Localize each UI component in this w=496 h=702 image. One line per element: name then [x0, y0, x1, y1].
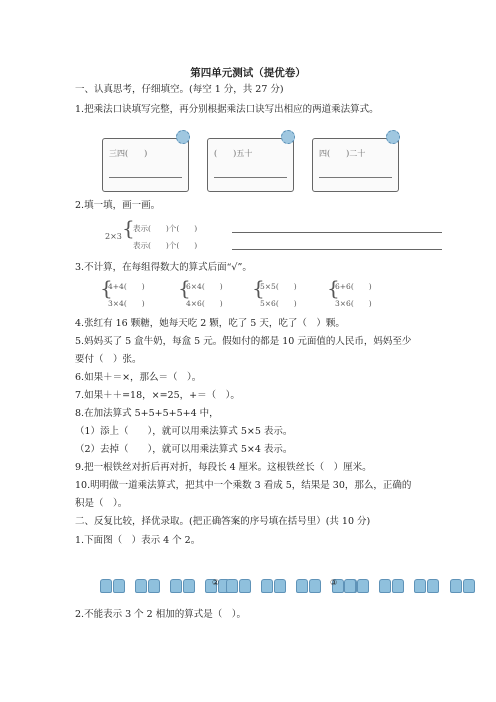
multiplication-card	[102, 138, 189, 192]
fruit-icon	[357, 579, 369, 593]
fruit-icon	[344, 579, 356, 593]
drawing-line	[232, 249, 442, 250]
question-8: 8.在加法算式 5+5+5+5+4 中，	[75, 408, 219, 419]
brace-icon: {	[122, 216, 135, 240]
fruit-icon	[379, 579, 391, 593]
option-label: ②	[212, 578, 220, 587]
brace-icon: {	[327, 276, 340, 300]
section-2-heading: 二、反复比较，择优录取。(把正确答案的序号填在括号里）(共 10 分)	[75, 516, 371, 527]
fill-line-2: 表示( )个( )	[133, 241, 198, 250]
page-title: 第四单元测试（提优卷）	[190, 67, 306, 79]
expression: 4+4( )	[108, 282, 145, 291]
fruit-icon	[170, 579, 182, 593]
fruit-icon	[450, 579, 462, 593]
question-8-part-2: （2）去掉（ ），就可以用乘法算式 5×4 表示。	[75, 444, 293, 455]
brace-icon: {	[178, 276, 191, 300]
fruit-icon	[135, 579, 147, 593]
fruit-icon	[427, 579, 439, 593]
answer-line	[319, 177, 392, 178]
gear-icon	[386, 130, 400, 144]
multiplication-card	[207, 138, 294, 192]
fruit-icon	[392, 579, 404, 593]
fruit-icon	[100, 579, 112, 593]
question-6: 6.如果＋＝×，那么＝（ ）。	[75, 372, 202, 383]
expression: 6+6( )	[335, 282, 372, 291]
expression: 5×5( )	[260, 282, 297, 291]
fruit-icon	[226, 579, 238, 593]
drawing-line	[232, 232, 442, 233]
question-9: 9.把一根铁丝对折后再对折，每段长 4 厘米。这根铁丝长（ ）厘米。	[75, 462, 372, 473]
section-2-question-2: 2.不能表示 3 个 2 相加的算式是（ ）。	[75, 609, 246, 620]
option-group-3	[330, 578, 476, 594]
question-4: 4.张红有 16 颗糖，她每天吃 2 颗，吃了 5 天，吃了（ ）颗。	[75, 318, 345, 329]
fill-line-1: 表示( )个( )	[133, 224, 198, 233]
fruit-icon	[463, 579, 475, 593]
expression: 4×6( )	[186, 299, 223, 308]
gear-icon	[176, 130, 190, 144]
expression: 3×6( )	[335, 299, 372, 308]
answer-line	[109, 177, 182, 178]
question-5-cont: 要付（ ）张。	[75, 354, 142, 365]
brace-icon: {	[100, 276, 113, 300]
expression: 6×4( )	[186, 282, 223, 291]
question-10-cont: 积是（ ）。	[75, 498, 128, 509]
gear-icon	[281, 130, 295, 144]
option-label: ③	[330, 578, 338, 587]
question-2: 2.填一填，画一画。	[75, 200, 161, 211]
expression: 3×4( )	[108, 299, 145, 308]
fruit-icon	[274, 579, 286, 593]
fruit-icon	[296, 579, 308, 593]
fruit-icon	[148, 579, 160, 593]
question-10: 10.明明做一道乘法算式，把其中一个乘数 3 看成 5，结果是 30，那么，正确的	[75, 480, 412, 491]
fruit-icon	[113, 579, 125, 593]
question-1: 1.把乘法口诀填写完整，再分别根据乘法口诀写出相应的两道乘法算式。	[75, 104, 379, 115]
fruit-icon	[309, 579, 321, 593]
answer-line	[214, 177, 287, 178]
card-label: ( )五十	[214, 149, 253, 158]
card-label: 四( )二十	[319, 149, 366, 158]
section-1-heading: 一、认真思考，仔细填空。(每空 1 分，共 27 分)	[75, 84, 284, 95]
question-7: 7.如果＋＋=18，×=25，+＝（ ）。	[75, 390, 240, 401]
question-3: 3.不计算，在每组得数大的算式后面“√”。	[75, 262, 252, 273]
question-8-part-1: （1）添上（ ），就可以用乘法算式 5×5 表示。	[75, 426, 293, 437]
section-2-question-1: 1.下面图（ ）表示 4 个 2。	[75, 535, 201, 546]
fruit-icon	[261, 579, 273, 593]
card-label: 三四( )	[109, 149, 148, 158]
question-5: 5.妈妈买了 5 盒牛奶，每盒 5 元。假如付的都是 10 元面值的人民币，妈妈至少	[75, 336, 412, 347]
fruit-icon	[183, 579, 195, 593]
multiplication-card	[312, 138, 399, 192]
fruit-icon	[239, 579, 251, 593]
fruit-icon	[414, 579, 426, 593]
expression-2x3: 2×3	[105, 232, 122, 241]
brace-icon: {	[252, 276, 265, 300]
expression: 5×6( )	[260, 299, 297, 308]
